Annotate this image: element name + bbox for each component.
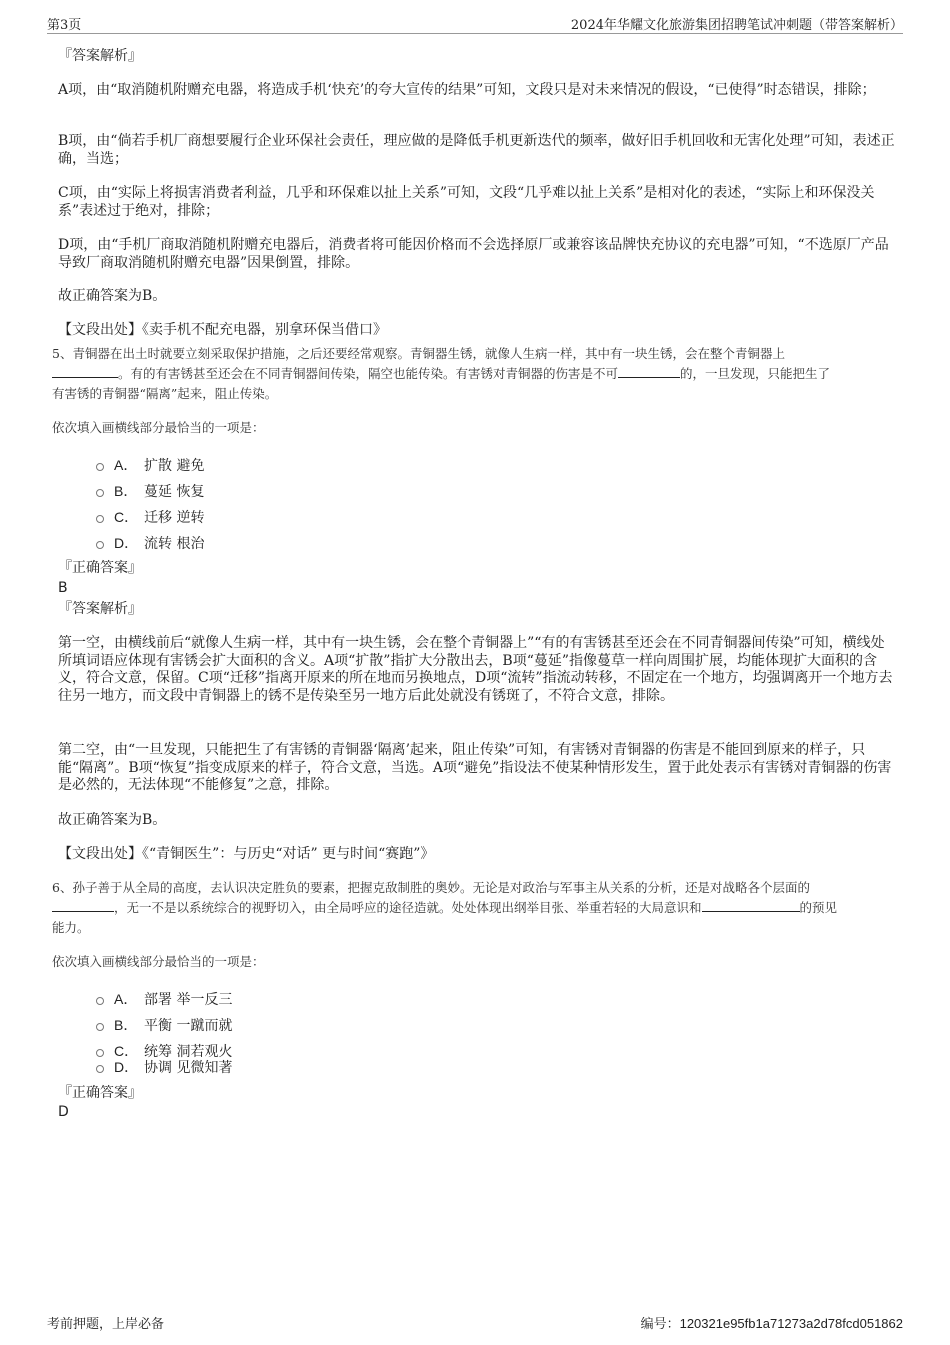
q5-analysis-2: 第二空，由“一旦发现，只能把生了有害锈的青铜器‘隔离’起来，阻止传染”可知，有害锈对青铜器的伤害是不能回到原来的样子，只能“隔离”。B项“恢复”指变成原来的样子，符合文意，当选。A项“避免”指设法不使某种情形发生，置于此处表示有害锈对青铜器的伤害是必然的，无法体现“不能修复”之意，排除。 [58, 742, 892, 793]
q5-option-c[interactable]: C． 迁移 逆转 [96, 507, 204, 527]
q4-analysis-b: B项，由“倘若手机厂商想要履行企业环保社会责任，理应做的是降低手机更新迭代的频率，做好旧手机回收和无害化处理”可知，表述正确，当选； [58, 133, 895, 167]
q6-stem: 6、孙子善于从全局的高度，去认识决定胜负的要素，把握克敌制胜的奥妙。无论是对政治与军事主从关系的分析，还是对战略各个层面的 ，无一不是以系统综合的视野切入，由全局呼应的途径造就。处处体现出纲举目张、举重若轻的大局意识和 的预见 能力。 [52, 880, 838, 935]
q4-source: 【文段出处】《卖手机不配充电器，别拿环保当借口》 [58, 322, 387, 338]
document-title: 2024年华耀文化旅游集团招聘笔试冲刺题（带答案解析） [570, 18, 903, 33]
footer-slogan: 考前押题，上岸必备 [47, 1317, 165, 1332]
radio-icon[interactable] [96, 541, 104, 549]
q4-analysis-c: C项，由“实际上将损害消费者利益，几乎和环保难以扯上关系”可知，文段“几乎难以扯上关系”是相对化的表述，“实际上和环保没关系”表述过于绝对，排除； [58, 185, 875, 219]
radio-icon[interactable] [96, 489, 104, 497]
q6-correct-label: 『正确答案』 [58, 1085, 142, 1101]
q5-source: 【文段出处】《“青铜医生”：与历史“对话” 更与时间“赛跑”》 [58, 846, 435, 862]
q5-conclusion: 故正确答案为B。 [58, 812, 167, 828]
q6-correct-value: D [58, 1104, 69, 1120]
q5-stem: 5、青铜器在出土时就要立刻采取保护措施，之后还要经常观察。青铜器生锈，就像人生病一样，其中有一块生锈，会在整个青铜器上 。有的有害锈甚至还会在不同青铜器间传染，隔空也能传染。有害锈对青铜器的伤害是不可 的，一旦发现，只能把生了 有害锈的青铜器“隔离”起来，阻止传染。 [52, 346, 831, 401]
q4-conclusion: 故正确答案为B。 [58, 288, 167, 304]
page-number: 第3页 [47, 18, 82, 33]
q4-analysis-d: D项，由“手机厂商取消随机附赠充电器后，消费者将可能因价格而不会选择原厂或兼容该品牌快充协议的充电器”可知，“不选原厂产品导致厂商取消随机附赠充电器”因果倒置，排除。 [58, 237, 889, 271]
q5-blank-1 [52, 365, 118, 378]
q5-prompt: 依次填入画横线部分最恰当的一项是： [52, 420, 265, 435]
radio-icon[interactable] [96, 515, 104, 523]
q6-option-d[interactable]: D． 协调 见微知著 [96, 1057, 232, 1077]
q4-analysis-a: A项，由“取消随机附赠充电器，将造成手机‘快充’的夸大宣传的结果”可知，文段只是对未来情况的假设，“已使得”时态错误，排除； [58, 82, 876, 98]
q5-option-d[interactable]: D． 流转 根治 [96, 533, 204, 553]
q6-blank-2 [702, 899, 800, 912]
q4-analysis-label: 『答案解析』 [58, 48, 142, 64]
footer-code: 编号：120321e95fb1a71273a2d78fcd051862 [640, 1316, 903, 1332]
q5-correct-label: 『正确答案』 [58, 560, 142, 576]
q6-option-c[interactable]: C． 统筹 洞若观火 [96, 1041, 232, 1061]
q6-option-b[interactable]: B． 平衡 一蹴而就 [96, 1015, 232, 1035]
q6-option-a[interactable]: A． 部署 举一反三 [96, 989, 232, 1009]
radio-icon[interactable] [96, 1023, 104, 1031]
radio-icon[interactable] [96, 1065, 104, 1073]
radio-icon[interactable] [96, 463, 104, 471]
radio-icon[interactable] [96, 997, 104, 1005]
q5-correct-value: B [58, 580, 68, 596]
q5-option-b[interactable]: B． 蔓延 恢复 [96, 481, 204, 501]
q5-analysis-1: 第一空，由横线前后“就像人生病一样，其中有一块生锈，会在整个青铜器上”“有的有害锈甚至还会在不同青铜器间传染”可知，横线处所填词语应体现有害锈会扩大面积的含义。A项“扩散”指扩大分散出去，B项“蔓延”指像蔓草一样向周围扩展，均能体现扩大面积的含义，符合文意，保留。C项“迁移”指离开原来的所在地而另换地点，D项“流转”指流动转移，不固定在一个地方，均强调离开一个地方去往另一地方，而文段中青铜器上的锈不是传染至另一地方后此处就没有锈斑了，不符合文意，排除。 [58, 635, 893, 704]
q6-blank-1 [52, 899, 114, 912]
header-divider [47, 33, 903, 34]
q5-blank-2 [618, 365, 680, 378]
radio-icon[interactable] [96, 1049, 104, 1057]
q6-prompt: 依次填入画横线部分最恰当的一项是： [52, 954, 265, 969]
q5-option-a[interactable]: A． 扩散 避免 [96, 455, 204, 475]
q5-analysis-label: 『答案解析』 [58, 601, 142, 617]
